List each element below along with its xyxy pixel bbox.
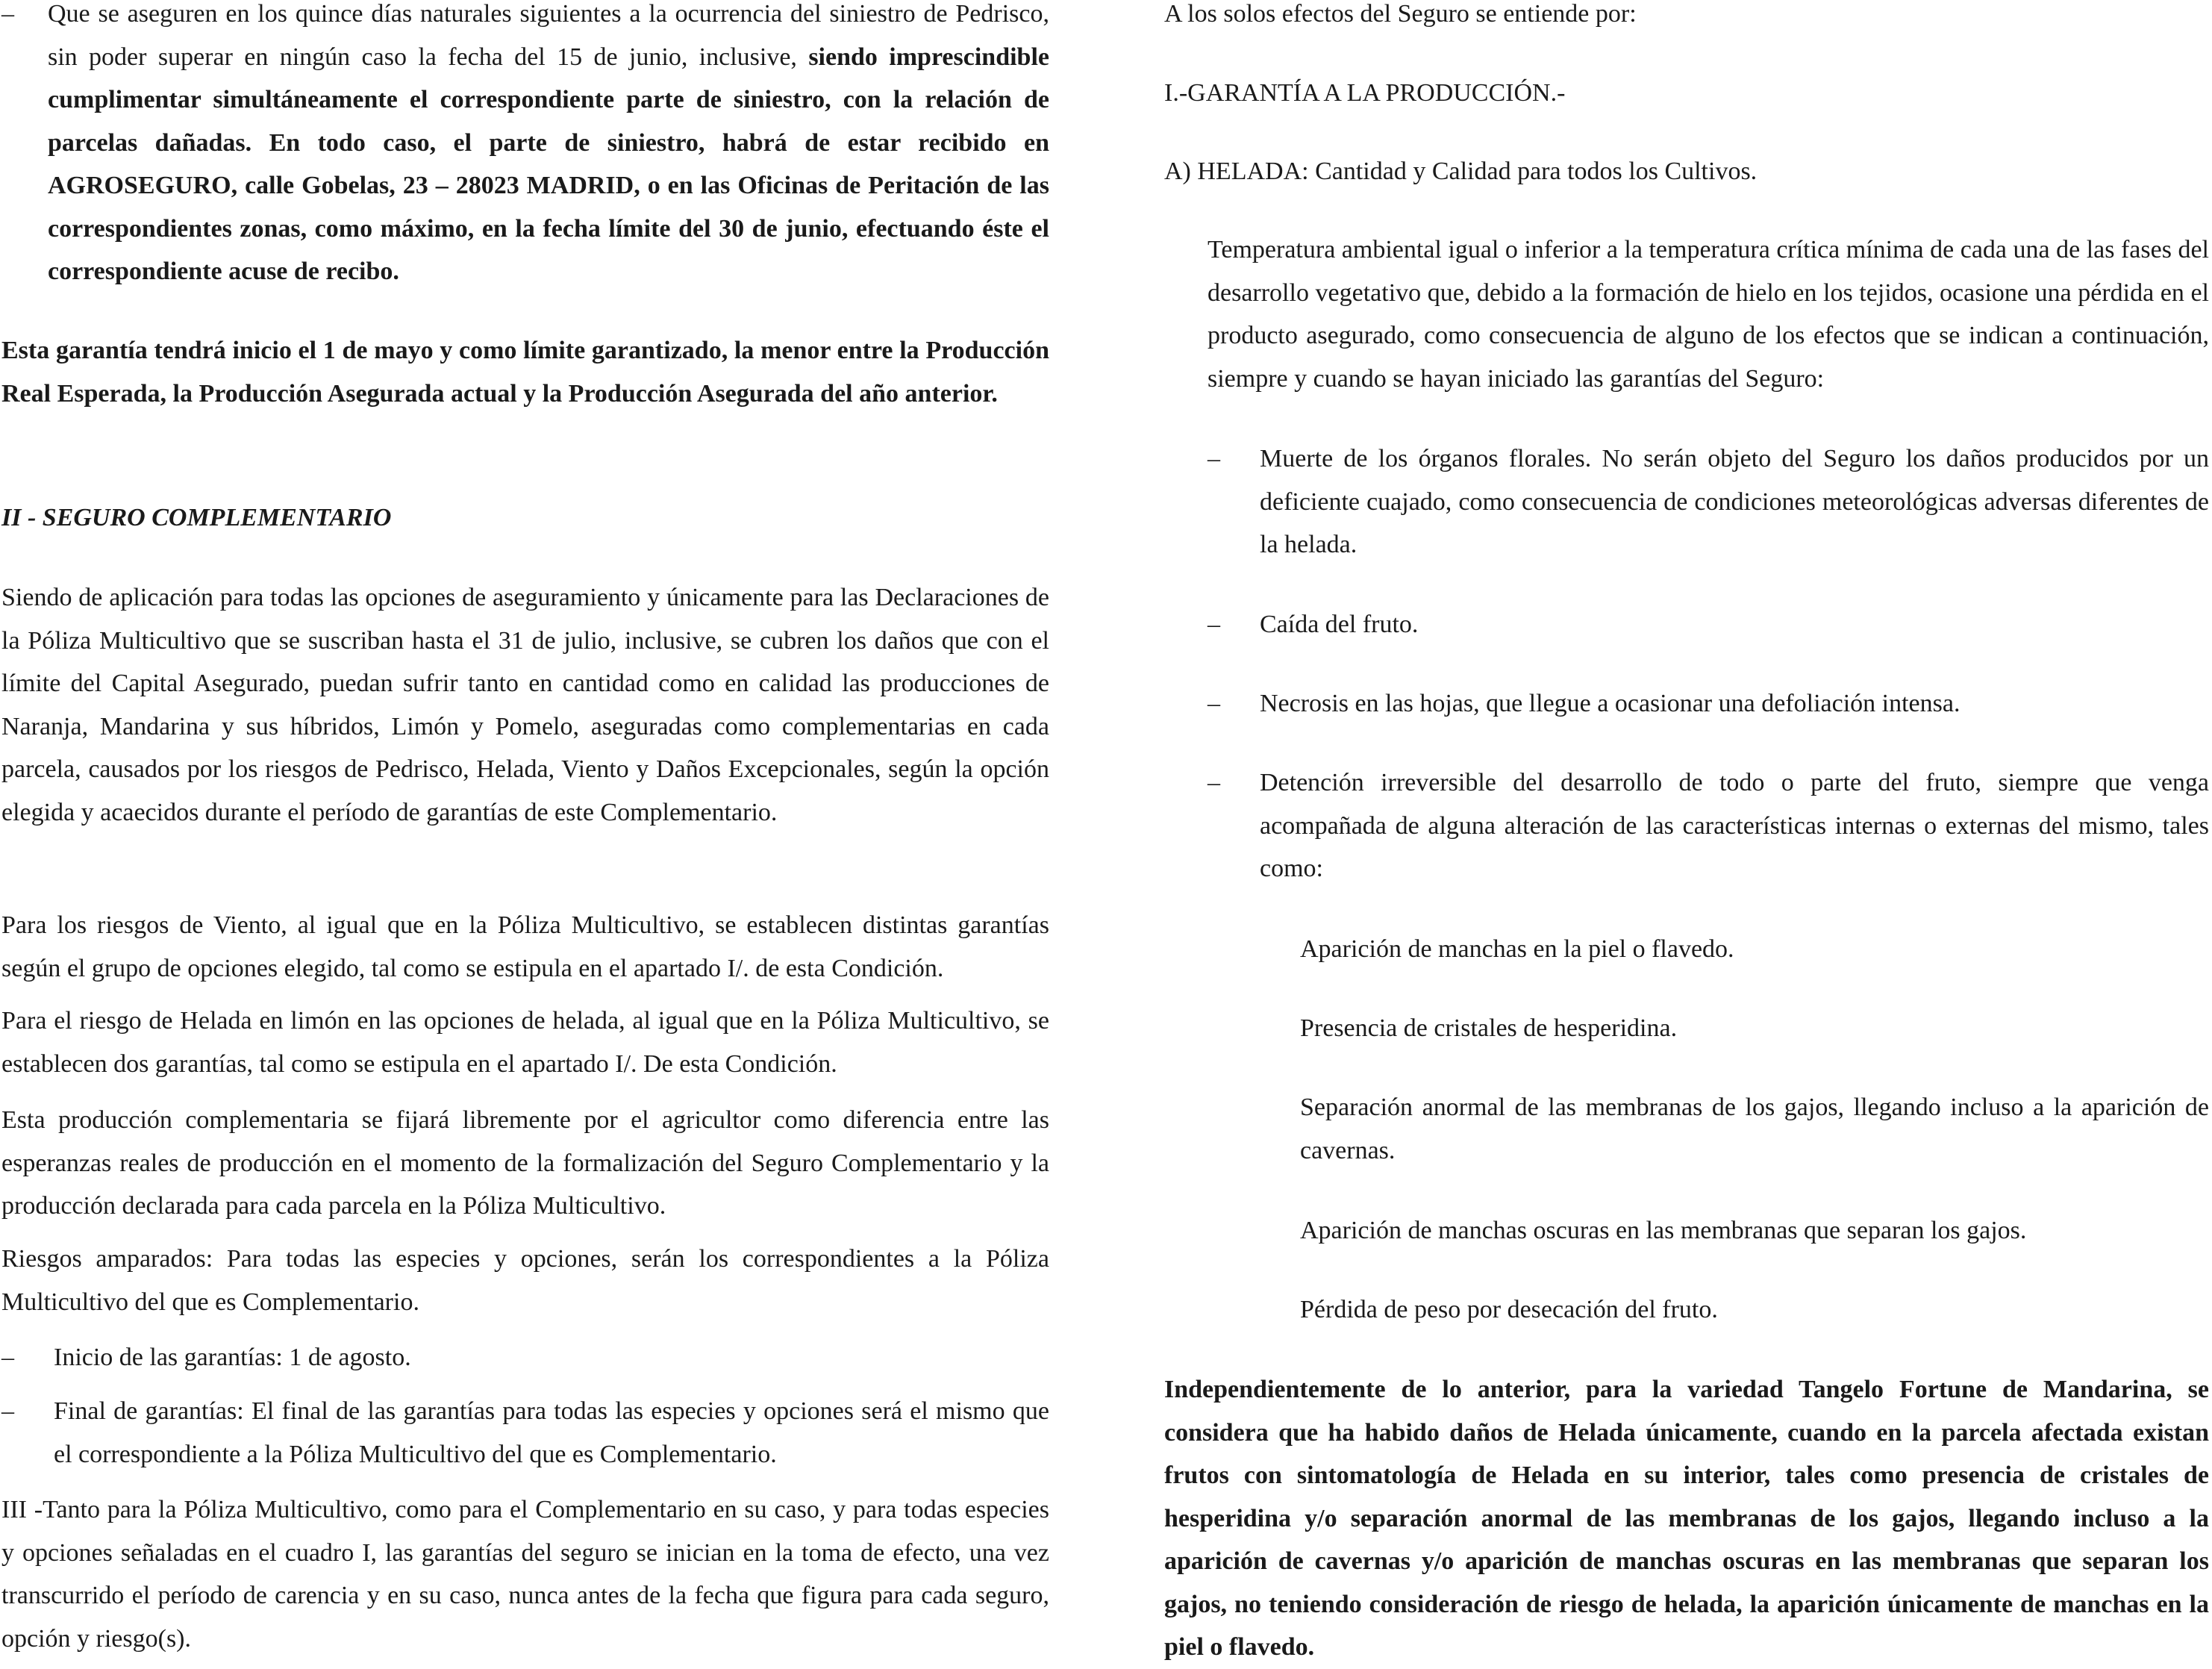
intro-text: A los solos efectos del Seguro se entiende por:: [1164, 0, 1637, 28]
list-item-necrosis: Necrosis en las hojas, que llegue a ocasionar una defoliación intensa.: [1260, 690, 1961, 717]
list-dash: –: [1, 0, 14, 28]
sub-item-hesperidin: Presencia de cristales de hesperidina.: [1300, 1014, 1678, 1042]
sub-item-dark-spots: Aparición de manchas oscuras en las membranas que separan los gajos.: [1300, 1217, 2027, 1244]
list-item-end: Final de garantías: El final de las garantías para todas las especies y opciones será el mismo que el correspondiente a la Póliza Multicultivo del que es Complementario.: [54, 1397, 1049, 1468]
list-dash: –: [1207, 769, 1220, 796]
list-item-bold-text: siendo imprescindible cumplimentar simultáneamente el correspondiente parte de siniestro, con la relación de parcelas dañadas. En todo caso, el parte de siniestro, habrá de estar recibido en AGROSEGURO, calle Gobelas, 23 – 28023 MADRID, o en las Oficinas de Peritación de las correspondientes zonas, como máximo, en la fecha límite del 30 de junio, efectuando éste el correspondiente acuse de recibo.: [48, 43, 1049, 285]
list-dash: –: [1, 1397, 14, 1425]
paragraph-production: Esta producción complementaria se fijará libremente por el agricultor como diferencia entre las esperanzas reales de producción en el momento de la formalización del Seguro Complementario y la producción declarada para cada parcela en la Póliza Multicultivo.: [1, 1106, 1049, 1220]
heading-garantia-produccion: I.-GARANTÍA A LA PRODUCCIÓN.-: [1164, 79, 1566, 107]
list-item-text: Que se aseguren en los quince días naturales siguientes a la ocurrencia del siniestro de Pedrisco, sin poder superar en ningún caso la fecha del 15 de junio, inclusive,: [48, 0, 1049, 71]
paragraph-temperature: Temperatura ambiental igual o inferior a la temperatura crítica mínima de cada una de las fases del desarrollo vegetativo que, debido a la formación de hielo en los tejidos, ocasione una pérdida en el producto asegurado, como consecuencia de alguno de los efectos que se indican a continuación, siempre y cuando se hayan iniciado las garantías del Seguro:: [1207, 236, 2209, 393]
sub-item-weight-loss: Pérdida de peso por desecación del fruto.: [1300, 1296, 1718, 1323]
paragraph-frost-lemon: Para el riesgo de Helada en limón en las opciones de helada, al igual que en la Póliza Multicultivo, se establecen dos garantías, tal como se estipula en el apartado I/. De esta Condición.: [1, 1007, 1049, 1078]
list-dash: –: [1, 1344, 14, 1371]
list-item-pedrisco-deadline: [48, 0, 1049, 293]
sub-item-spots: Aparición de manchas en la piel o flavedo.: [1300, 935, 1734, 963]
list-dash: –: [1207, 611, 1220, 638]
list-item-start: Inicio de las garantías: 1 de agosto.: [54, 1344, 411, 1371]
sub-item-membranes: Separación anormal de las membranas de los gajos, llegando incluso a la aparición de cavernas.: [1300, 1094, 2209, 1164]
paragraph-complementary: Siendo de aplicación para todas las opciones de aseguramiento y únicamente para las Declaraciones de la Póliza Multicultivo que se suscriban hasta el 31 de julio, inclusive, se cubren los daños que con el límite del Capital Asegurado, puedan sufrir tanto en cantidad como en calidad las producciones de Naranja, Mandarina y sus híbridos, Limón y Pomelo, aseguradas como complementarias en cada parcela, causados por los riesgos de Pedrisco, Helada, Viento y Daños Excepcionales, según la opción elegida y acaecidos durante el período de garantías de este Complementario.: [1, 584, 1049, 826]
guarantee-paragraph: Esta garantía tendrá inicio el 1 de mayo y como límite garantizado, la menor entre la Producción Real Esperada, la Producción Asegurada actual y la Producción Asegurada del año anterior.: [1, 337, 1049, 408]
heading-helada: A) HELADA: Cantidad y Calidad para todos los Cultivos.: [1164, 157, 1758, 185]
list-dash: –: [1207, 445, 1220, 472]
paragraph-risks: Riesgos amparados: Para todas las especies y opciones, serán los correspondientes a la Póliza Multicultivo del que es Complementario.: [1, 1245, 1049, 1316]
list-item-detention: Detención irreversible del desarrollo de todo o parte del fruto, siempre que venga acompañada de alguna alteración de las características internas o externas del mismo, tales como:: [1260, 769, 2209, 882]
list-item-fruit-drop: Caída del fruto.: [1260, 611, 1419, 638]
paragraph-wind: Para los riesgos de Viento, al igual que en la Póliza Multicultivo, se establecen distintas garantías según el grupo de opciones elegido, tal como se estipula en el apartado I/. de esta Condición.: [1, 911, 1049, 982]
paragraph-tangelo: Independientemente de lo anterior, para la variedad Tangelo Fortune de Mandarina, se considera que ha habido daños de Helada únicamente, cuando en la parcela afectada existan frutos con sintomatología de Helada en su interior, tales como presencia de cristales de hesperidina y/o separación anormal de las membranas de los gajos, llegando incluso a la aparición de cavernas y/o aparición de manchas oscuras en las membranas que separan los gajos, no teniendo consideración de riesgo de helada, la aparición únicamente de manchas en la piel o flavedo.: [1164, 1376, 2209, 1661]
paragraph-iii: III -Tanto para la Póliza Multicultivo, como para el Complementario en su caso, y para todas especies y opciones señaladas en el cuadro I, las garantías del seguro se inician en la toma de efecto, una vez transcurrido el período de carencia y en su caso, nunca antes de la fecha que figura para cada seguro, opción y riesgo(s).: [1, 1496, 1049, 1653]
section-heading-ii: II - SEGURO COMPLEMENTARIO: [1, 504, 392, 531]
list-dash: –: [1207, 690, 1220, 717]
list-item-floral: Muerte de los órganos florales. No serán objeto del Seguro los daños producidos por un deficiente cuajado, como consecuencia de condiciones meteorológicas adversas diferentes de la helada.: [1260, 445, 2209, 558]
